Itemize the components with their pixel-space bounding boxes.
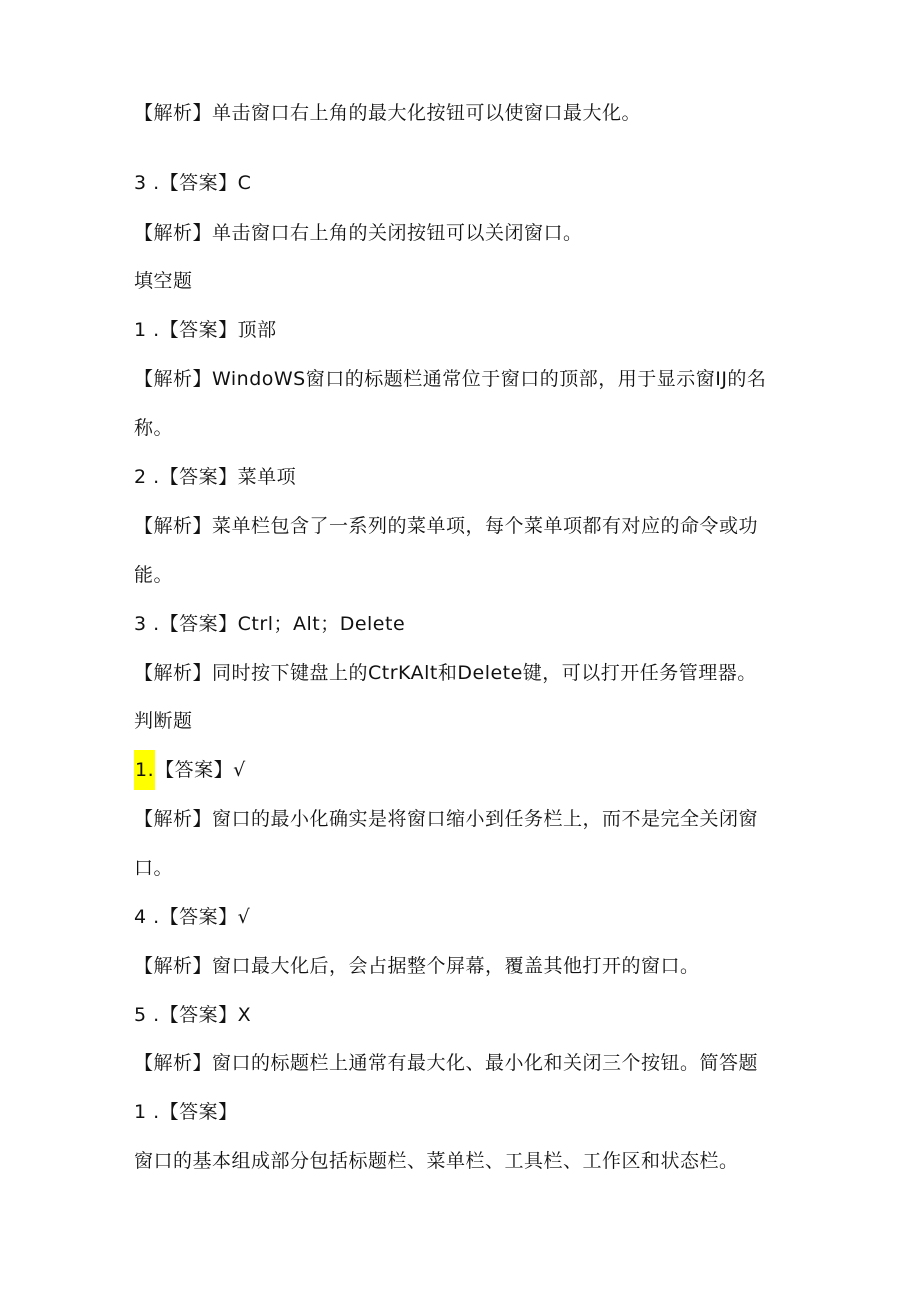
explanation-line: 【解析】窗口的标题栏上通常有最大化、最小化和关闭三个按钮。简答题 <box>134 1052 759 1074</box>
explanation-line: 【解析】菜单栏包含了一系列的菜单项，每个菜单项都有对应的命令或功 <box>134 515 759 537</box>
explanation-line: 【解析】WindoWS窗口的标题栏通常位于窗口的顶部，用于显示窗IJ的名 <box>134 368 767 390</box>
explanation-line: 【解析】同时按下键盘上的CtrKAlt和Delete键，可以打开任务管理器。 <box>134 662 757 684</box>
explanation-line: 【解析】单击窗口右上角的关闭按钮可以关闭窗口。 <box>134 222 583 244</box>
answer-line-highlighted <box>134 757 794 790</box>
explanation-line: 【解析】窗口的最小化确实是将窗口缩小到任务栏上，而不是完全关闭窗 <box>134 808 759 830</box>
answer-line: 1 .【答案】顶部 <box>134 319 277 341</box>
answer-line: 4 .【答案】√ <box>134 906 251 928</box>
explanation-continuation: 称。 <box>134 417 174 439</box>
explanation-continuation: 能。 <box>134 564 174 586</box>
explanation-line: 【解析】窗口最大化后，会占据整个屏幕，覆盖其他打开的窗口。 <box>134 955 700 977</box>
section-heading-true-false: 判断题 <box>134 710 193 732</box>
answer-line: 3 .【答案】C <box>134 172 252 194</box>
answer-line: 3 .【答案】Ctrl；Alt；Delete <box>134 613 406 635</box>
answer-text: 【答案】√ <box>155 759 246 781</box>
answer-line: 5 .【答案】X <box>134 1004 252 1026</box>
highlighted-number: 1. <box>134 750 155 790</box>
answer-content: 窗口的基本组成部分包括标题栏、菜单栏、工具栏、工作区和状态栏。 <box>134 1150 739 1172</box>
section-heading-fill-blank: 填空题 <box>134 270 193 292</box>
answer-line: 2 .【答案】菜单项 <box>134 466 297 488</box>
explanation-continuation: 口。 <box>134 857 174 879</box>
answer-line: 1 .【答案】 <box>134 1101 238 1123</box>
explanation-line: 【解析】单击窗口右上角的最大化按钮可以使窗口最大化。 <box>134 102 642 124</box>
